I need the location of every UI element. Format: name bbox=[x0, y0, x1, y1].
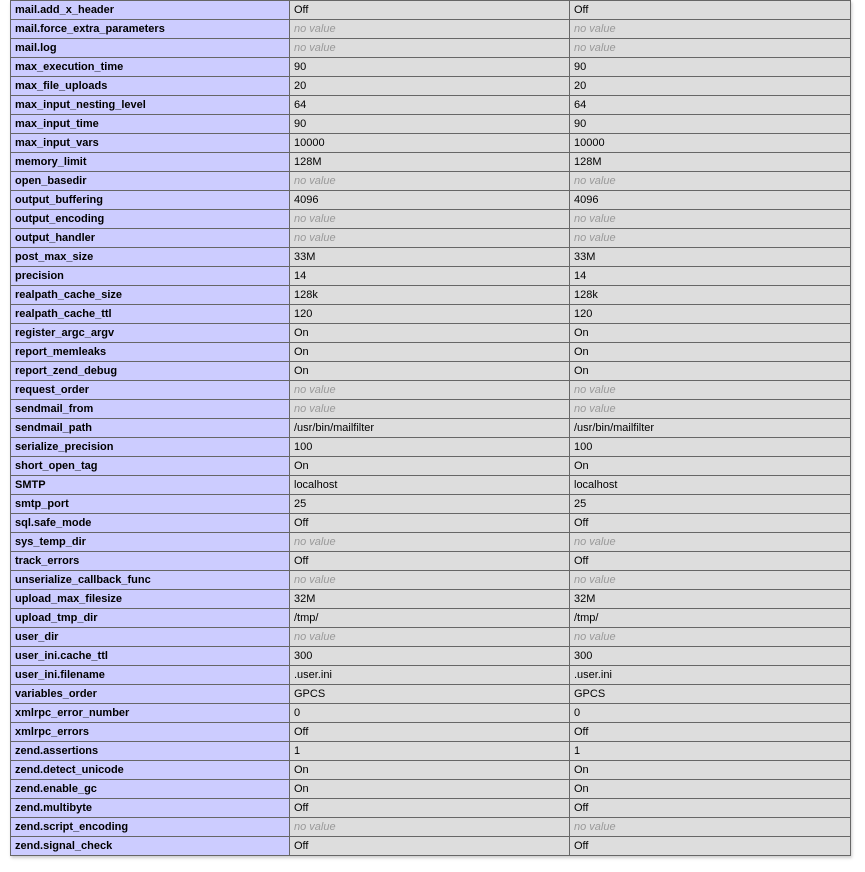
table-row bbox=[11, 799, 851, 818]
directive-name: SMTP bbox=[11, 476, 290, 495]
master-value: no value bbox=[570, 400, 851, 419]
table-row bbox=[11, 419, 851, 438]
directive-name: zend.detect_unicode bbox=[11, 761, 290, 780]
local-value: 64 bbox=[290, 96, 570, 115]
local-value: no value bbox=[290, 818, 570, 837]
directive-name: max_execution_time bbox=[11, 58, 290, 77]
directive-name: memory_limit bbox=[11, 153, 290, 172]
table-row bbox=[11, 153, 851, 172]
local-value: On bbox=[290, 324, 570, 343]
local-value: no value bbox=[290, 381, 570, 400]
local-value: On bbox=[290, 457, 570, 476]
master-value: Off bbox=[570, 514, 851, 533]
local-value: 90 bbox=[290, 115, 570, 134]
local-value: Off bbox=[290, 552, 570, 571]
local-value: Off bbox=[290, 1, 570, 20]
master-value: 20 bbox=[570, 77, 851, 96]
table-row bbox=[11, 457, 851, 476]
local-value: On bbox=[290, 780, 570, 799]
table-row bbox=[11, 343, 851, 362]
table-row bbox=[11, 305, 851, 324]
table-row bbox=[11, 96, 851, 115]
master-value: /tmp/ bbox=[570, 609, 851, 628]
master-value: On bbox=[570, 343, 851, 362]
table-row bbox=[11, 666, 851, 685]
master-value: 90 bbox=[570, 115, 851, 134]
directive-name: sendmail_path bbox=[11, 419, 290, 438]
local-value: no value bbox=[290, 210, 570, 229]
table-row bbox=[11, 1, 851, 20]
table-row bbox=[11, 761, 851, 780]
master-value: 90 bbox=[570, 58, 851, 77]
local-value: Off bbox=[290, 723, 570, 742]
table-row bbox=[11, 381, 851, 400]
master-value: 0 bbox=[570, 704, 851, 723]
directive-name: report_zend_debug bbox=[11, 362, 290, 381]
local-value: 128k bbox=[290, 286, 570, 305]
table-row bbox=[11, 685, 851, 704]
directive-name: zend.enable_gc bbox=[11, 780, 290, 799]
master-value: no value bbox=[570, 229, 851, 248]
master-value: On bbox=[570, 780, 851, 799]
master-value: On bbox=[570, 362, 851, 381]
directive-name: smtp_port bbox=[11, 495, 290, 514]
master-value: 120 bbox=[570, 305, 851, 324]
master-value: On bbox=[570, 761, 851, 780]
directive-name: serialize_precision bbox=[11, 438, 290, 457]
local-value: no value bbox=[290, 20, 570, 39]
local-value: 10000 bbox=[290, 134, 570, 153]
local-value: 100 bbox=[290, 438, 570, 457]
master-value: 128M bbox=[570, 153, 851, 172]
master-value: 1 bbox=[570, 742, 851, 761]
directive-name: precision bbox=[11, 267, 290, 286]
master-value: 300 bbox=[570, 647, 851, 666]
table-row bbox=[11, 742, 851, 761]
table-row bbox=[11, 267, 851, 286]
table-row bbox=[11, 400, 851, 419]
master-value: .user.ini bbox=[570, 666, 851, 685]
directive-name: mail.log bbox=[11, 39, 290, 58]
table-row bbox=[11, 495, 851, 514]
master-value: On bbox=[570, 457, 851, 476]
directive-name: zend.multibyte bbox=[11, 799, 290, 818]
table-row bbox=[11, 552, 851, 571]
master-value: no value bbox=[570, 628, 851, 647]
local-value: GPCS bbox=[290, 685, 570, 704]
table-row bbox=[11, 590, 851, 609]
directive-name: xmlrpc_errors bbox=[11, 723, 290, 742]
master-value: GPCS bbox=[570, 685, 851, 704]
table-row bbox=[11, 704, 851, 723]
directive-name: max_input_vars bbox=[11, 134, 290, 153]
directive-name: sys_temp_dir bbox=[11, 533, 290, 552]
local-value: /usr/bin/mailfilter bbox=[290, 419, 570, 438]
local-value: 90 bbox=[290, 58, 570, 77]
table-row bbox=[11, 780, 851, 799]
local-value: 300 bbox=[290, 647, 570, 666]
directive-name: zend.assertions bbox=[11, 742, 290, 761]
master-value: no value bbox=[570, 20, 851, 39]
master-value: Off bbox=[570, 837, 851, 856]
table-row bbox=[11, 818, 851, 837]
table-row bbox=[11, 210, 851, 229]
directive-name: open_basedir bbox=[11, 172, 290, 191]
directives-table-body bbox=[11, 1, 851, 856]
local-value: no value bbox=[290, 229, 570, 248]
directive-name: variables_order bbox=[11, 685, 290, 704]
local-value: .user.ini bbox=[290, 666, 570, 685]
table-row bbox=[11, 20, 851, 39]
phpinfo-core-directives bbox=[10, 0, 850, 856]
table-row bbox=[11, 172, 851, 191]
directive-name: upload_max_filesize bbox=[11, 590, 290, 609]
master-value: no value bbox=[570, 210, 851, 229]
local-value: 32M bbox=[290, 590, 570, 609]
local-value: no value bbox=[290, 39, 570, 58]
directive-name: sql.safe_mode bbox=[11, 514, 290, 533]
table-row bbox=[11, 286, 851, 305]
master-value: 25 bbox=[570, 495, 851, 514]
directive-name: upload_tmp_dir bbox=[11, 609, 290, 628]
master-value: localhost bbox=[570, 476, 851, 495]
directive-name: output_buffering bbox=[11, 191, 290, 210]
master-value: Off bbox=[570, 1, 851, 20]
table-row bbox=[11, 248, 851, 267]
directive-name: user_ini.cache_ttl bbox=[11, 647, 290, 666]
table-row bbox=[11, 837, 851, 856]
table-row bbox=[11, 362, 851, 381]
table-row bbox=[11, 723, 851, 742]
master-value: no value bbox=[570, 39, 851, 58]
directive-name: mail.force_extra_parameters bbox=[11, 20, 290, 39]
local-value: localhost bbox=[290, 476, 570, 495]
directive-name: user_dir bbox=[11, 628, 290, 647]
table-row bbox=[11, 134, 851, 153]
directive-name: post_max_size bbox=[11, 248, 290, 267]
master-value: 10000 bbox=[570, 134, 851, 153]
table-row bbox=[11, 229, 851, 248]
master-value: 128k bbox=[570, 286, 851, 305]
directive-name: output_encoding bbox=[11, 210, 290, 229]
master-value: no value bbox=[570, 381, 851, 400]
master-value: Off bbox=[570, 552, 851, 571]
directive-name: mail.add_x_header bbox=[11, 1, 290, 20]
master-value: no value bbox=[570, 571, 851, 590]
directive-name: max_input_time bbox=[11, 115, 290, 134]
local-value: 4096 bbox=[290, 191, 570, 210]
local-value: Off bbox=[290, 837, 570, 856]
table-row bbox=[11, 39, 851, 58]
local-value: 128M bbox=[290, 153, 570, 172]
table-row bbox=[11, 476, 851, 495]
master-value: 4096 bbox=[570, 191, 851, 210]
master-value: no value bbox=[570, 172, 851, 191]
master-value: 33M bbox=[570, 248, 851, 267]
local-value: 120 bbox=[290, 305, 570, 324]
directive-name: output_handler bbox=[11, 229, 290, 248]
master-value: /usr/bin/mailfilter bbox=[570, 419, 851, 438]
local-value: 25 bbox=[290, 495, 570, 514]
directive-name: unserialize_callback_func bbox=[11, 571, 290, 590]
local-value: 14 bbox=[290, 267, 570, 286]
local-value: On bbox=[290, 343, 570, 362]
master-value: 64 bbox=[570, 96, 851, 115]
table-row bbox=[11, 628, 851, 647]
master-value: no value bbox=[570, 533, 851, 552]
table-row bbox=[11, 438, 851, 457]
directive-name: short_open_tag bbox=[11, 457, 290, 476]
table-row bbox=[11, 571, 851, 590]
directive-name: request_order bbox=[11, 381, 290, 400]
local-value: Off bbox=[290, 799, 570, 818]
master-value: Off bbox=[570, 723, 851, 742]
table-row bbox=[11, 191, 851, 210]
local-value: 1 bbox=[290, 742, 570, 761]
local-value: no value bbox=[290, 571, 570, 590]
master-value: Off bbox=[570, 799, 851, 818]
directive-name: realpath_cache_size bbox=[11, 286, 290, 305]
local-value: no value bbox=[290, 172, 570, 191]
local-value: On bbox=[290, 362, 570, 381]
table-row bbox=[11, 533, 851, 552]
local-value: /tmp/ bbox=[290, 609, 570, 628]
table-row bbox=[11, 609, 851, 628]
local-value: 20 bbox=[290, 77, 570, 96]
local-value: 0 bbox=[290, 704, 570, 723]
master-value: 32M bbox=[570, 590, 851, 609]
master-value: no value bbox=[570, 818, 851, 837]
table-row bbox=[11, 324, 851, 343]
directive-name: xmlrpc_error_number bbox=[11, 704, 290, 723]
directive-name: sendmail_from bbox=[11, 400, 290, 419]
table-row bbox=[11, 77, 851, 96]
directive-name: max_input_nesting_level bbox=[11, 96, 290, 115]
local-value: 33M bbox=[290, 248, 570, 267]
table-row bbox=[11, 58, 851, 77]
master-value: 14 bbox=[570, 267, 851, 286]
local-value: Off bbox=[290, 514, 570, 533]
directives-table bbox=[10, 0, 851, 856]
directive-name: zend.signal_check bbox=[11, 837, 290, 856]
table-row bbox=[11, 514, 851, 533]
directive-name: report_memleaks bbox=[11, 343, 290, 362]
directive-name: max_file_uploads bbox=[11, 77, 290, 96]
master-value: On bbox=[570, 324, 851, 343]
local-value: no value bbox=[290, 400, 570, 419]
local-value: no value bbox=[290, 628, 570, 647]
directive-name: user_ini.filename bbox=[11, 666, 290, 685]
table-row bbox=[11, 647, 851, 666]
master-value: 100 bbox=[570, 438, 851, 457]
directive-name: track_errors bbox=[11, 552, 290, 571]
directive-name: register_argc_argv bbox=[11, 324, 290, 343]
table-row bbox=[11, 115, 851, 134]
local-value: On bbox=[290, 761, 570, 780]
directive-name: realpath_cache_ttl bbox=[11, 305, 290, 324]
directive-name: zend.script_encoding bbox=[11, 818, 290, 837]
local-value: no value bbox=[290, 533, 570, 552]
